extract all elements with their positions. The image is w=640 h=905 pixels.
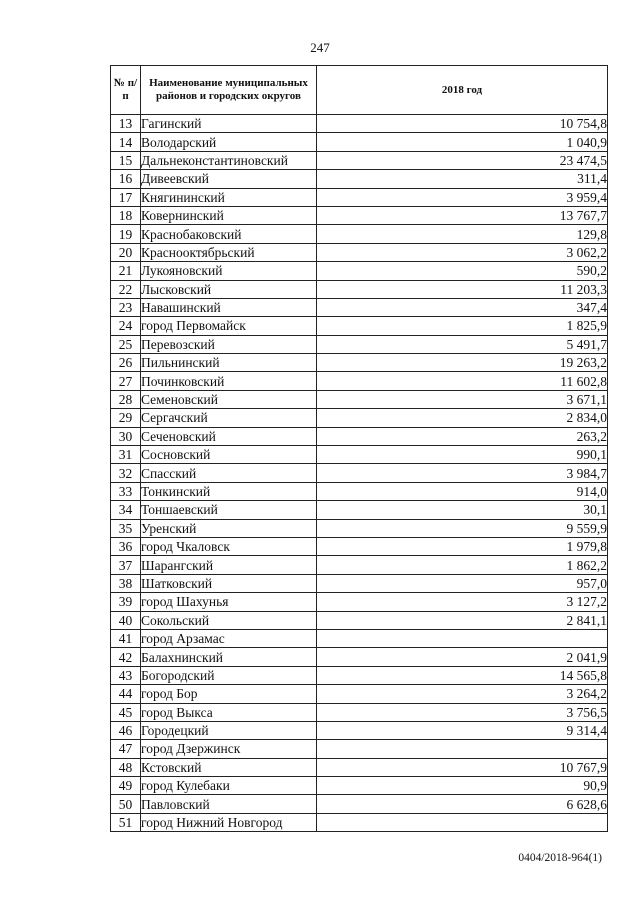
row-value: 957,0 [317,574,608,592]
row-number: 47 [111,740,141,758]
table-row [111,537,608,555]
row-value: 1 825,9 [317,317,608,335]
table-row [111,446,608,464]
row-value: 2 841,1 [317,611,608,629]
row-name: Сосновский [141,446,317,464]
row-name: Перевозский [141,335,317,353]
row-number: 40 [111,611,141,629]
table-row [111,298,608,316]
row-name: Семеновский [141,390,317,408]
header-number: № п/п [111,66,141,115]
row-value: 90,9 [317,777,608,795]
row-value: 1 979,8 [317,537,608,555]
row-number: 43 [111,666,141,684]
row-name: Шарангский [141,556,317,574]
row-number: 22 [111,280,141,298]
row-value: 914,0 [317,482,608,500]
row-name: Кстовский [141,758,317,776]
row-number: 27 [111,372,141,390]
row-number: 14 [111,133,141,151]
header-year: 2018 год [317,66,608,115]
row-value: 1 040,9 [317,133,608,151]
table-row [111,703,608,721]
row-number: 46 [111,721,141,739]
row-number: 32 [111,464,141,482]
table-row [111,574,608,592]
row-name: город Дзержинск [141,740,317,758]
row-name: город Чкаловск [141,537,317,555]
row-name: город Кулебаки [141,777,317,795]
table-row [111,317,608,335]
table-row [111,593,608,611]
row-number: 13 [111,115,141,133]
row-name: Краснобаковский [141,225,317,243]
row-value: 2 834,0 [317,409,608,427]
row-number: 36 [111,537,141,555]
row-name: Лысковский [141,280,317,298]
table-row [111,354,608,372]
row-number: 44 [111,685,141,703]
row-value: 590,2 [317,262,608,280]
table-row [111,795,608,813]
row-number: 48 [111,758,141,776]
row-name: Сеченовский [141,427,317,445]
table-row [111,372,608,390]
row-name: город Выкса [141,703,317,721]
row-number: 31 [111,446,141,464]
table-row [111,777,608,795]
row-name: Сергачский [141,409,317,427]
row-name: Павловский [141,795,317,813]
table-row [111,170,608,188]
row-number: 33 [111,482,141,500]
row-number: 51 [111,813,141,831]
row-number: 23 [111,298,141,316]
table-row [111,262,608,280]
row-value: 6 628,6 [317,795,608,813]
table-row [111,721,608,739]
table-row [111,464,608,482]
row-name: Пильнинский [141,354,317,372]
row-number: 49 [111,777,141,795]
row-value: 10 754,8 [317,115,608,133]
row-number: 30 [111,427,141,445]
row-value: 263,2 [317,427,608,445]
table-row [111,666,608,684]
row-number: 24 [111,317,141,335]
row-value [317,813,608,831]
row-number: 39 [111,593,141,611]
row-number: 18 [111,206,141,224]
row-value: 23 474,5 [317,151,608,169]
table-row [111,225,608,243]
table-row [111,280,608,298]
row-number: 29 [111,409,141,427]
row-name: Тоншаевский [141,501,317,519]
row-number: 20 [111,243,141,261]
table-row [111,611,608,629]
row-number: 35 [111,519,141,537]
row-value: 9 559,9 [317,519,608,537]
row-number: 15 [111,151,141,169]
table-header-row [111,66,608,115]
table-row [111,758,608,776]
table-row [111,133,608,151]
row-value: 3 264,2 [317,685,608,703]
row-value [317,629,608,647]
row-number: 34 [111,501,141,519]
row-number: 26 [111,354,141,372]
table-row [111,243,608,261]
row-name: Володарский [141,133,317,151]
row-number: 41 [111,629,141,647]
row-value: 1 862,2 [317,556,608,574]
row-value: 990,1 [317,446,608,464]
table-row [111,685,608,703]
row-value: 3 127,2 [317,593,608,611]
row-name: Починковский [141,372,317,390]
row-value: 19 263,2 [317,354,608,372]
row-number: 50 [111,795,141,813]
table-row [111,501,608,519]
row-value: 3 062,2 [317,243,608,261]
row-name: Городецкий [141,721,317,739]
row-number: 42 [111,648,141,666]
row-name: город Шахунья [141,593,317,611]
header-name: Наименование муниципальных районов и городских округов [141,66,317,115]
row-value: 311,4 [317,170,608,188]
table-row [111,556,608,574]
row-name: Уренский [141,519,317,537]
row-value: 11 203,3 [317,280,608,298]
row-name: Лукояновский [141,262,317,280]
row-name: Спасский [141,464,317,482]
row-name: Тонкинский [141,482,317,500]
row-name: город Первомайск [141,317,317,335]
row-name: город Нижний Новгород [141,813,317,831]
row-number: 25 [111,335,141,353]
table-body [111,115,608,832]
row-value: 11 602,8 [317,372,608,390]
row-value: 30,1 [317,501,608,519]
table-row [111,390,608,408]
row-name: Гагинский [141,115,317,133]
table-row [111,519,608,537]
table-row [111,813,608,831]
table-row [111,115,608,133]
table-row [111,427,608,445]
row-name: Дальнеконстантиновский [141,151,317,169]
data-table [110,65,608,832]
row-name: Шатковский [141,574,317,592]
row-value: 5 491,7 [317,335,608,353]
row-name: Навашинский [141,298,317,316]
table-row [111,629,608,647]
row-value: 3 671,1 [317,390,608,408]
page-number: 247 [310,40,330,55]
row-name: Сокольский [141,611,317,629]
row-name: Княгининский [141,188,317,206]
row-value: 2 041,9 [317,648,608,666]
row-number: 45 [111,703,141,721]
row-number: 16 [111,170,141,188]
row-number: 21 [111,262,141,280]
table-row [111,482,608,500]
table-row [111,409,608,427]
row-value: 10 767,9 [317,758,608,776]
row-number: 28 [111,390,141,408]
row-number: 37 [111,556,141,574]
row-number: 17 [111,188,141,206]
row-value: 347,4 [317,298,608,316]
row-value [317,740,608,758]
row-value: 14 565,8 [317,666,608,684]
row-name: город Арзамас [141,629,317,647]
row-name: Балахнинский [141,648,317,666]
table-row [111,648,608,666]
document-code: 0404/2018-964(1) [518,852,602,864]
table-row [111,206,608,224]
row-name: город Бор [141,685,317,703]
row-number: 19 [111,225,141,243]
row-value: 13 767,7 [317,206,608,224]
table-row [111,188,608,206]
table-row [111,740,608,758]
row-value: 9 314,4 [317,721,608,739]
row-value: 3 959,4 [317,188,608,206]
table-row [111,151,608,169]
row-name: Богородский [141,666,317,684]
row-value: 3 756,5 [317,703,608,721]
row-value: 3 984,7 [317,464,608,482]
row-value: 129,8 [317,225,608,243]
table-row [111,335,608,353]
row-name: Дивеевский [141,170,317,188]
row-name: Краснооктябрьский [141,243,317,261]
row-name: Ковернинский [141,206,317,224]
row-number: 38 [111,574,141,592]
